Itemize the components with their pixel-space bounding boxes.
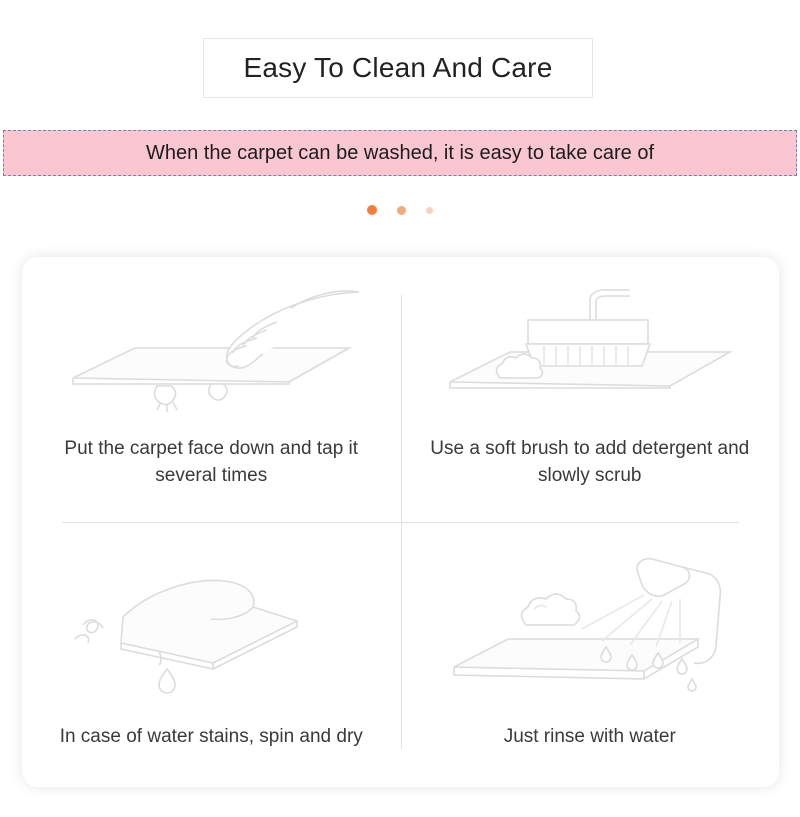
soft-brush-detergent-icon <box>419 281 762 431</box>
step-item-3 <box>22 522 401 787</box>
carousel-dot-3-icon[interactable] <box>426 207 433 214</box>
subtitle-text: When the carpet can be washed, it is easy to take care of <box>145 141 655 164</box>
shower-head-rinse-icon <box>419 546 762 721</box>
step-caption-3: In case of water stains, spin and dry <box>59 726 363 747</box>
page-title-box <box>203 38 593 98</box>
step-item-1 <box>22 257 401 522</box>
step-item-2 <box>401 257 780 522</box>
step-caption-1: Put the carpet face down and tap it several times <box>64 438 359 486</box>
folded-carpet-drip-icon <box>40 546 383 721</box>
subtitle-banner <box>3 130 797 176</box>
step-item-4 <box>401 522 780 787</box>
page-title: Easy To Clean And Care <box>243 52 553 83</box>
carousel-dot-2-icon[interactable] <box>397 206 406 215</box>
carousel-dot-1-icon[interactable] <box>367 205 377 215</box>
hand-tapping-carpet-icon <box>40 281 383 431</box>
steps-card <box>22 257 779 787</box>
step-caption-4: Just rinse with water <box>503 726 676 747</box>
step-caption-2: Use a soft brush to add detergent and slowly scrub <box>430 438 750 486</box>
carousel-dots <box>0 205 800 215</box>
steps-grid <box>22 257 779 787</box>
